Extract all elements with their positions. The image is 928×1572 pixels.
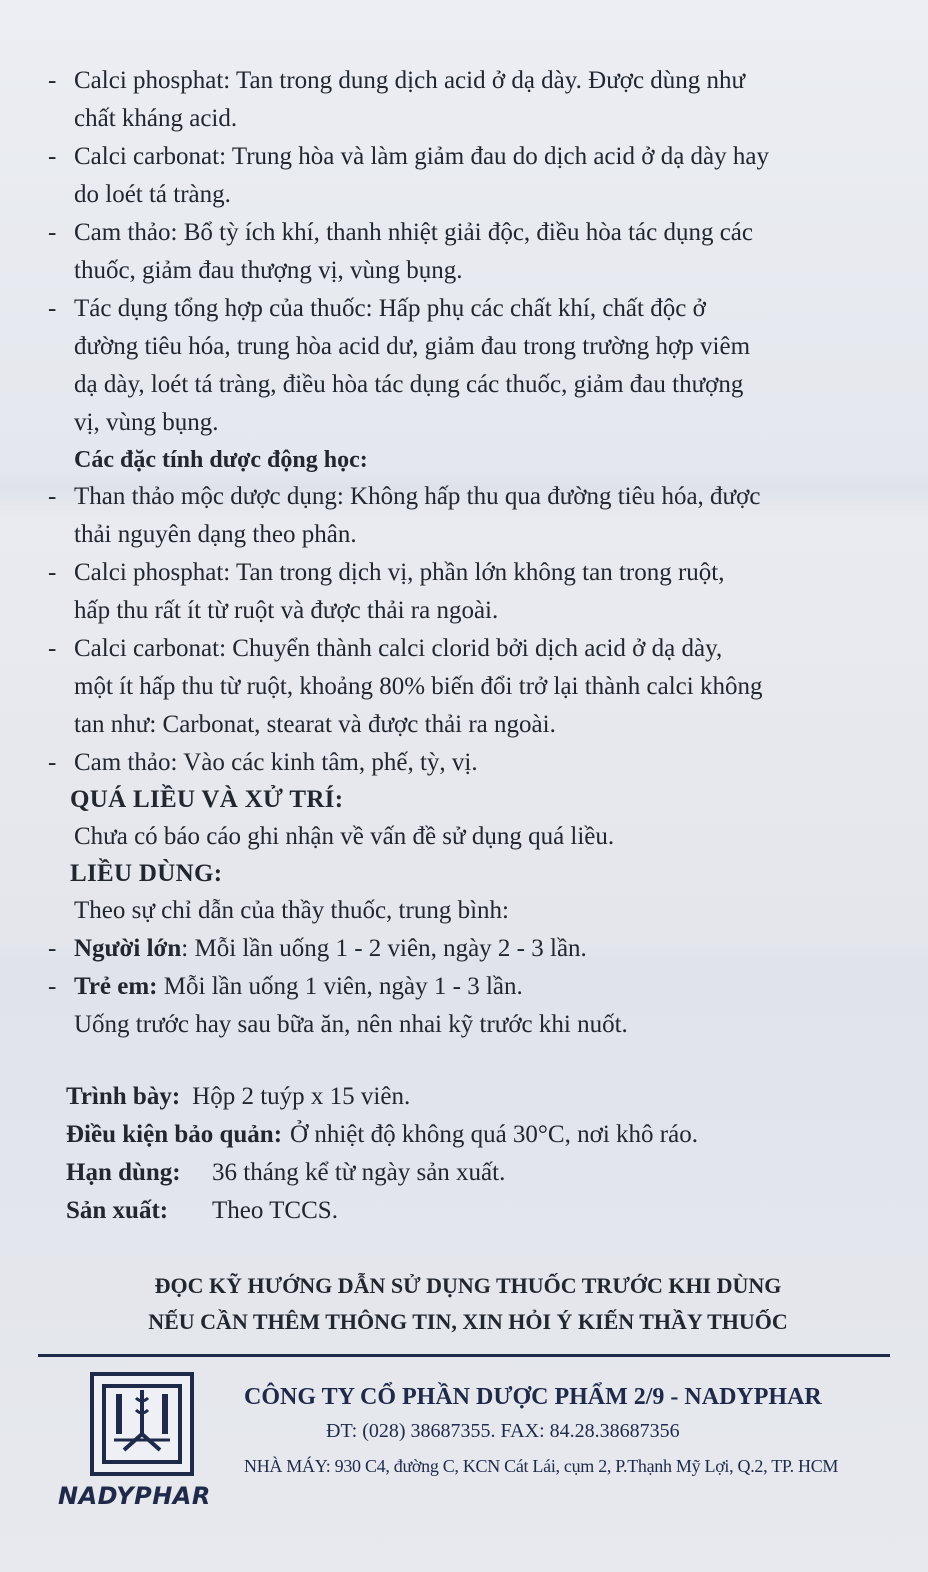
bullet-combined-effect: - Tác dụng tổng hợp của thuốc: Hấp phụ các chất khí, chất độc ở — [48, 290, 888, 328]
overdose-heading: QUÁ LIỀU VÀ XỬ TRÍ: — [70, 786, 344, 813]
bullet-adult-dose: - Người lớn: Mỗi lần uống 1 - 2 viên, ngày 2 - 3 lần. — [48, 935, 587, 962]
text-line: thải nguyên dạng theo phân. — [74, 521, 357, 548]
manufacture-row — [48, 1192, 888, 1230]
leaflet-body — [48, 62, 888, 1338]
warning-notice-line-2: NẾU CẦN THÊM THÔNG TIN, XIN HỎI Ý KIẾN THẦY THUỐC — [148, 1309, 788, 1334]
adult-text: : Mỗi lần uống 1 - 2 viên, ngày 2 - 3 lần. — [181, 935, 587, 962]
logo-wordmark: NADYPHAR — [58, 1482, 211, 1510]
text-line: Calci carbonat: Trung hòa và làm giảm đau do dịch acid ở dạ dày hay — [74, 143, 769, 170]
storage-row — [48, 1116, 888, 1154]
bullet-child-dose: - Trẻ em: Mỗi lần uống 1 viên, ngày 1 - 3 lần. — [48, 973, 523, 1000]
bullet-calci-phosphat: - Calci phosphat: Tan trong dung dịch acid ở dạ dày. Được dùng như — [48, 62, 888, 100]
bullet-cam-thao: - Cam thảo: Bổ tỳ ích khí, thanh nhiệt giải độc, điều hòa tác dụng các — [48, 214, 888, 252]
pharmacokinetics-heading: Các đặc tính dược động học: — [74, 447, 368, 473]
text-line: chất kháng acid. — [74, 105, 238, 132]
manufacture-value: Theo TCCS. — [212, 1197, 338, 1224]
child-text: Mỗi lần uống 1 viên, ngày 1 - 3 lần. — [157, 973, 523, 1000]
footer-divider — [38, 1354, 890, 1357]
text-line: Calci phosphat: Tan trong dung dịch acid ở dạ dày. Được dùng như — [74, 67, 746, 94]
text-line: đường tiêu hóa, trung hòa acid dư, giảm đau trong trường hợp viêm — [74, 333, 751, 360]
text-line: vị, vùng bụng. — [74, 409, 219, 436]
company-contact: ĐT: (028) 38687355. FAX: 84.28.38687356 — [326, 1420, 680, 1442]
manufacture-label: Sản xuất: — [66, 1197, 169, 1224]
text-line: Cam thảo: Bổ tỳ ích khí, thanh nhiệt giải độc, điều hòa tác dụng các — [74, 219, 753, 246]
text-line: tan như: Carbonat, stearat và được thải ra ngoài. — [74, 711, 556, 738]
bullet-pk-cam-thao: - Cam thảo: Vào các kinh tâm, phế, tỳ, vị. — [48, 744, 888, 782]
warning-notice-line-1: ĐỌC KỸ HƯỚNG DẪN SỬ DỤNG THUỐC TRƯỚC KHI DÙNG — [154, 1273, 782, 1298]
expiry-row — [48, 1154, 888, 1192]
bullet-calci-carbonat: - Calci carbonat: Trung hòa và làm giảm đau do dịch acid ở dạ dày hay — [48, 138, 888, 176]
expiry-value: 36 tháng kể từ ngày sản xuất. — [212, 1159, 506, 1186]
bullet-pk-calci-carbonat: - Calci carbonat: Chuyển thành calci clorid bởi dịch acid ở dạ dày, — [48, 630, 888, 668]
text-line: thuốc, giảm đau thượng vị, vùng bụng. — [74, 257, 463, 284]
text-line: Cam thảo: Vào các kinh tâm, phế, tỳ, vị. — [74, 749, 478, 776]
bullet-pk-calci-phosphat: - Calci phosphat: Tan trong dịch vị, phần lớn không tan trong ruột, — [48, 554, 888, 592]
packaging-value: Hộp 2 tuýp x 15 viên. — [192, 1083, 411, 1110]
text-line: một ít hấp thu từ ruột, khoảng 80% biến đổi trở lại thành calci không — [74, 673, 763, 700]
text-line: Tác dụng tổng hợp của thuốc: Hấp phụ các chất khí, chất độc ở — [74, 295, 706, 322]
dosage-intro: Theo sự chỉ dẫn của thầy thuốc, trung bình: — [74, 897, 509, 924]
storage-value: Ở nhiệt độ không quá 30°C, nơi khô ráo. — [290, 1121, 698, 1148]
text-line: Calci phosphat: Tan trong dịch vị, phần lớn không tan trong ruột, — [74, 559, 725, 586]
company-name: CÔNG TY CỔ PHẦN DƯỢC PHẨM 2/9 - NADYPHAR — [244, 1384, 822, 1410]
text-line: Calci carbonat: Chuyển thành calci clorid bởi dịch acid ở dạ dày, — [74, 635, 723, 662]
dosage-heading: LIỀU DÙNG: — [70, 860, 223, 887]
text-line: hấp thu rất ít từ ruột và được thải ra ngoài. — [74, 597, 499, 624]
packaging-row — [48, 1078, 888, 1116]
text-line: dạ dày, loét tá tràng, điều hòa tác dụng các thuốc, giảm đau thượng — [74, 371, 744, 398]
dosage-note: Uống trước hay sau bữa ăn, nên nhai kỹ trước khi nuốt. — [74, 1011, 628, 1038]
text-line: Than thảo mộc dược dụng: Không hấp thu qua đường tiêu hóa, được — [74, 483, 761, 510]
factory-address: NHÀ MÁY: 930 C4, đường C, KCN Cát Lái, cụm 2, P.Thạnh Mỹ Lợi, Q.2, TP. HCM — [244, 1456, 839, 1476]
storage-label: Điều kiện bảo quản: — [66, 1121, 283, 1148]
expiry-label: Hạn dùng: — [66, 1159, 181, 1186]
adult-label: Người lớn — [74, 935, 182, 962]
text-line: do loét tá tràng. — [74, 181, 231, 208]
child-label: Trẻ em: — [74, 973, 158, 1000]
packaging-label: Trình bày: — [66, 1083, 181, 1110]
bullet-pk-charcoal: - Than thảo mộc dược dụng: Không hấp thu qua đường tiêu hóa, được — [48, 478, 888, 516]
nadyphar-logo-icon — [90, 1372, 194, 1476]
overdose-text: Chưa có báo cáo ghi nhận về vấn đề sử dụng quá liều. — [74, 823, 615, 850]
